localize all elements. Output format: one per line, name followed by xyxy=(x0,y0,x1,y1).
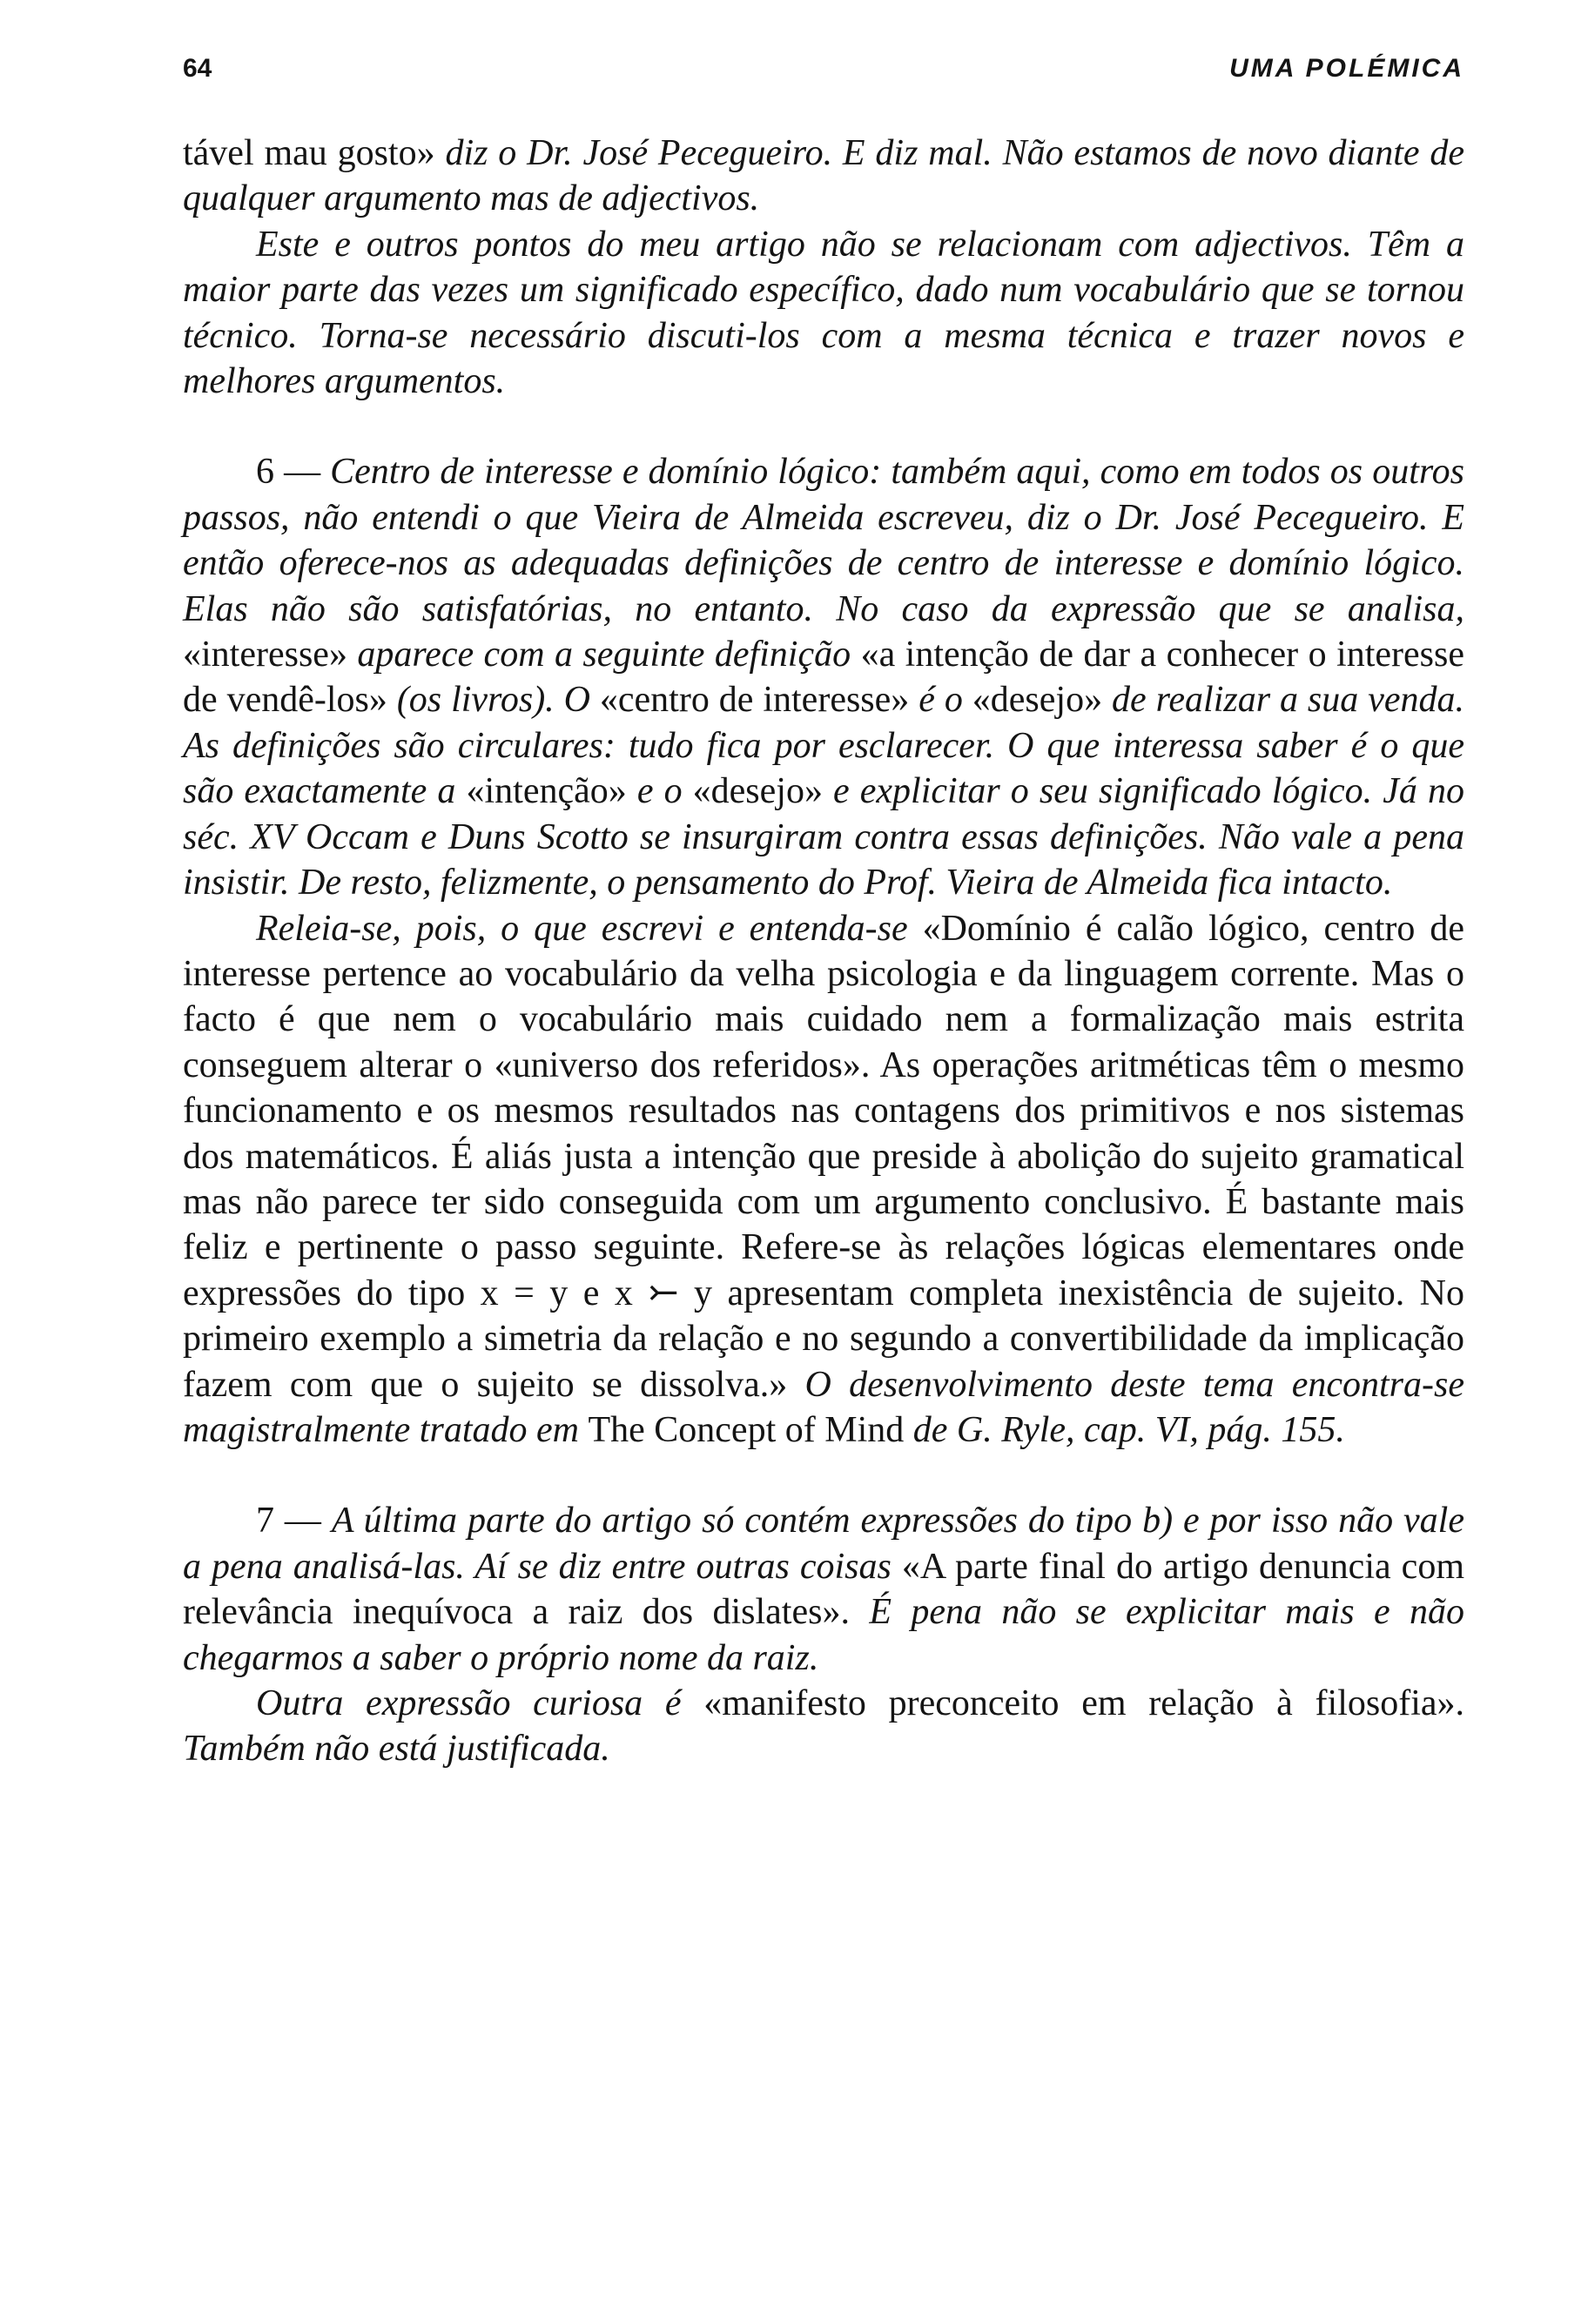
paragraph-6 xyxy=(183,1681,1464,1772)
quote-interesse: «interesse» xyxy=(183,635,358,675)
paragraph-5-section-7 xyxy=(183,1498,1464,1681)
paragraph-4-text: O desenvolvimento deste tema encontra-se magistralmente tratado em xyxy=(183,1364,1464,1450)
book-title: The Concept of Mind xyxy=(588,1409,913,1450)
paragraph-3-text: aparece com a seguinte definição xyxy=(357,635,861,675)
paragraph-3-text: (os livros). O xyxy=(396,680,600,721)
quote-definicao: «a intenção de dar a conhecer o interesse de vendê-los» xyxy=(183,635,1464,721)
paragraph-3-text: é o xyxy=(918,680,972,721)
paragraph-5-text: É pena não se explicitar mais e não chegarmos a saber o próprio nome da raiz. xyxy=(183,1592,1464,1678)
paragraph-2: Este e outros pontos do meu artigo não se relacionam com adjectivos. Têm a maior parte das vezes um significado específico, dado num vocabulário que se tornou técnico. Torna-se necessário discuti-los com a mesma técnica e trazer novos e melhores argumentos. xyxy=(183,224,1464,402)
paragraph-5-text: A última parte do artigo só contém expressões do tipo b) e por isso não vale a pena analisá-las. Aí se diz entre outras coisas xyxy=(183,1501,1464,1587)
quote-intencao: «intenção» xyxy=(466,771,637,812)
paragraph-4-text: Releia-se, pois, o que escrevi e entenda-se xyxy=(256,908,923,949)
quoted-passage: «Domínio é calão lógico, centro de interesse pertence ao vocabulário da velha psicologia e da linguagem corrente. Mas o facto é que nem o vocabulário mais cuidado nem a formalização mais estrita conseguem alterar o «universo dos referidos». As operações aritméticas têm o mesmo funcionamento e os mesmos resultados nas contagens dos primitivos e nos sistemas dos matemáticos. É aliás justa a intenção que preside à abolição do sujeito gramatical mas não parece ter sido conseguida com um argumento conclusivo. É bastante mais feliz e pertinente o passo seguinte. Refere-se às relações lógicas elementares onde expressões do tipo x = y e x ⤚ y apresentam completa inexistência de sujeito. No primeiro exemplo a simetria da relação e no segundo a convertibilidade da implicação fazem com que o sujeito se dissolva.» xyxy=(183,908,1464,1405)
paragraph-6-text: Também não está justificada. xyxy=(183,1729,610,1770)
quote-centro-de-interesse: «centro de interesse» xyxy=(599,680,919,721)
quote-parte-final: «A parte final do artigo denuncia com relevância inequívoca a raiz dos dislates». xyxy=(183,1546,1464,1633)
quote-desejo: «desejo» xyxy=(972,680,1113,721)
paragraph-3-text: Centro de interesse e domínio lógico: também aqui, como em todos os outros passos, não entendi o que Vieira de Almeida escreveu, diz o Dr. José Pecegueiro. E então oferece-nos as adequadas definições de centro de interesse e domínio lógico. Elas não são satisfatórias, no entanto. No caso da expressão que se analisa, xyxy=(183,452,1464,629)
paragraph-4-text: de G. Ryle, cap. VI, pág. 155. xyxy=(912,1409,1345,1450)
paragraph-3-text: e explicitar o seu significado lógico. Já no séc. XV Occam e Duns Scotto se insurgiram contra essas definições. Não vale a pena insistir. De resto, felizmente, o pensamento do Prof. Vieira de Almeida fica intacto. xyxy=(183,771,1464,903)
running-title: UMA POLÉMICA xyxy=(1229,54,1464,83)
body-text xyxy=(183,131,1464,1772)
paragraph-1-quote: tável mau gosto» xyxy=(183,133,446,173)
page-number: 64 xyxy=(183,54,212,83)
section-number-7: 7 — xyxy=(256,1501,332,1541)
paragraph-3-section-6 xyxy=(183,449,1464,905)
running-header xyxy=(183,54,1464,97)
paragraph-3-text: e o xyxy=(636,771,693,812)
paragraph-6-text: Outra expressão curiosa é xyxy=(256,1683,704,1723)
paragraph-1-text: diz o Dr. José Pecegueiro. E diz mal. Não estamos de novo diante de qualquer argumento mas de adjectivos. xyxy=(183,133,1464,219)
section-number-6: 6 — xyxy=(256,452,331,493)
quote-desejo: «desejo» xyxy=(692,771,834,812)
paragraph-1 xyxy=(183,131,1464,222)
quote-preconceito: «manifesto preconceito em relação à filosofia». xyxy=(703,1683,1465,1723)
paragraph-3-text: de realizar a sua venda. As definições são circulares: tudo fica por esclarecer. O que interessa saber é o que são exactamente a xyxy=(183,680,1464,812)
paragraph-4 xyxy=(183,906,1464,1454)
